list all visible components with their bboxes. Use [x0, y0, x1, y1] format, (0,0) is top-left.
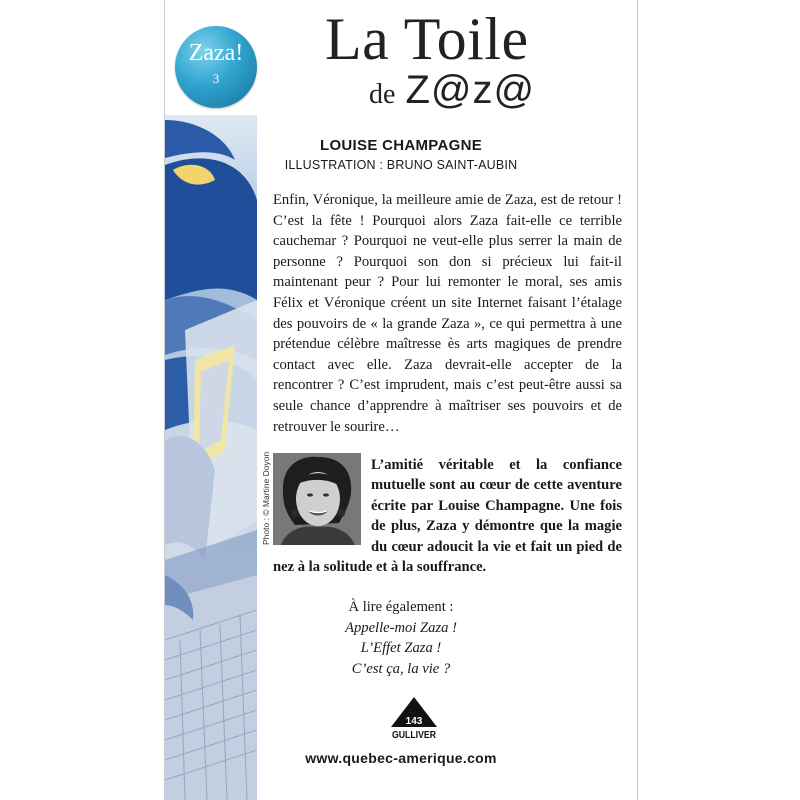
also-read — [165, 597, 637, 679]
series-number: 3 — [212, 71, 220, 86]
gulliver-logo — [390, 697, 438, 741]
cover-illustration-strip — [165, 0, 257, 800]
book-title-line1: La Toile — [325, 6, 529, 72]
book-title-main: Z@z@ — [405, 68, 536, 112]
photo-credit-text: Photo : © Martine Doyon — [261, 451, 271, 545]
also-read-title: Appelle-moi Zaza ! — [345, 619, 457, 636]
logo-name: GULLIVER — [392, 730, 437, 741]
book-title-line2 — [369, 66, 535, 119]
logo-number: 143 — [405, 716, 423, 727]
also-read-title: C’est ça, la vie ? — [351, 660, 451, 677]
also-read-title: L’Effet Zaza ! — [360, 640, 442, 657]
series-name: Zaza! — [188, 40, 244, 66]
author-blurb: L’amitié véritable et la confiance mutuelle sont au cœur de cette aventure écrite par Louise Champagne. Une fois de plus, Zaza y démontre que la magie du cœur adoucit la vie et fait un pied de nez à la solitude et à la souffrance. — [273, 457, 622, 576]
book-summary: Enfin, Véronique, la meilleure amie de Zaza, est de retour ! C’est la fête ! Pourquoi alors Zaza fait-elle ce terrible cauchemar ? Pourquoi ne veut-elle plus serrer la main de personne ? Pourquoi son don si précieux lui fait-il maintenant peur ? Pour lui remonter le moral, ses amis Félix et Véronique créent un site Internet faisant l’étalage des pouvoirs de « la grande Zaza », ce qui permettra à une prétendue célèbre maîtresse ès arts magiques de prendre contact avec elle. Zaza devrait-elle accepter de la rencontrer ? C’est imprudent, mais c’est peut-être aussi sa seule chance d’apprendre à maîtriser ses pouvoirs et de retrouver le sourire… — [273, 192, 622, 435]
also-read-heading: À lire également : — [348, 599, 454, 615]
publisher-website[interactable]: www.quebec-amerique.com — [305, 750, 497, 766]
series-badge — [175, 26, 257, 108]
book-title-prefix: de — [369, 79, 396, 110]
illustration-credit: ILLUSTRATION : BRUNO SAINT-AUBIN — [284, 158, 518, 172]
book-back-cover — [164, 0, 638, 800]
author-name: LOUISE CHAMPAGNE — [319, 137, 483, 154]
